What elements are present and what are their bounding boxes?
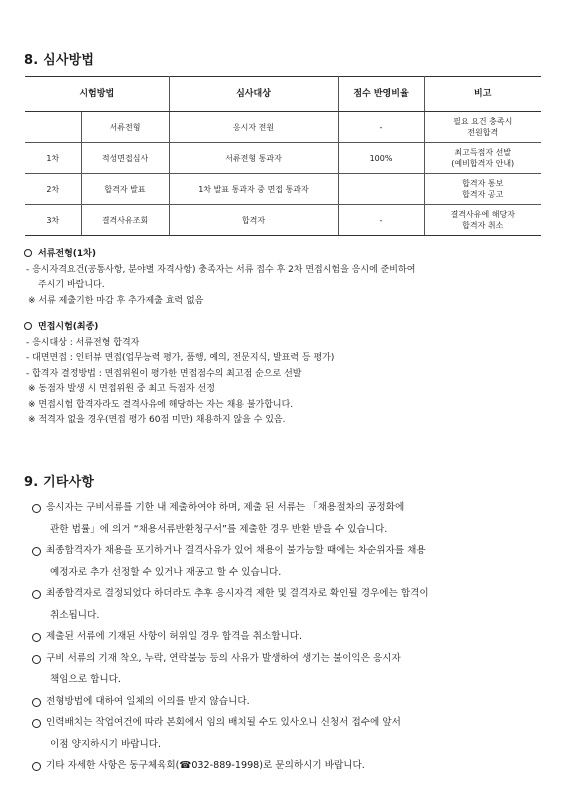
list-item: 최종합격자로 결정되었다 하더라도 추후 응시자격 제한 및 결격자로 확인될 경우에는 합격이 취소됩니다. [30,583,550,626]
other-matters-list [30,497,550,777]
circle-bullet-icon [32,504,41,513]
circle-bullet-icon [24,249,32,257]
text-line: - 대면면접 : 인터뷰 면접(업무능력 평가, 품행, 예의, 전문지식, 발표력 등 평가) [26,353,335,363]
text-line: - 응시대상 : 서류전형 합격자 [26,337,140,348]
cell-method: 적성면접심사 [81,143,169,174]
header-note: 비고 [424,77,541,112]
table-row [25,112,541,143]
list-item: 전형방법에 대하여 일체의 이의를 받지 않습니다. [30,691,550,713]
cell-ratio [338,174,424,205]
list-item: 제출된 서류에 기재된 사항이 허위일 경우 합격을 취소합니다. [30,626,550,648]
list-item: 최종합격자가 채용을 포기하거나 결격사유가 있어 채용이 불가능할 때에는 차순위자를 채용 예정자로 추가 선정할 수 있거나 재공고 할 수 있습니다. [30,540,550,583]
table-header-row [25,77,541,112]
list-item: 인력배치는 작업여건에 따라 본회에서 임의 배치될 수도 있사오니 신청서 접수에 앞서 이점 양지하시기 바랍니다. [30,712,550,755]
cell-ratio: 100% [338,143,424,174]
cell-method: 합격자 발표 [81,174,169,205]
document-screening-section [24,247,415,309]
cell-target: 1차 발표 통과자 중 면접 통과자 [169,174,338,205]
circle-bullet-icon [32,590,41,599]
list-item: 응시자는 구비서류를 기한 내 제출하여야 하며, 제출 된 서류는 「채용절차의 공정화에 관한 법률」에 의거 “채용서류반환청구서”를 제출한 경우 반환 받을 수 있습니다. [30,497,550,540]
header-exam-method: 시험방법 [25,77,169,112]
cell-stage: 2차 [25,174,81,205]
interview-heading: 면접시험(최종) [38,322,99,332]
section-8-title: 8. 심사방법 [24,53,95,68]
circle-bullet-icon [32,762,41,771]
cell-stage: 3차 [25,205,81,236]
cell-stage: 1차 [25,143,81,174]
cell-target: 서류전형 통과자 [169,143,338,174]
table-row [25,205,541,236]
note-line: ※ 동점자 발생 시 면접위원 중 최고 득점자 선정 [28,384,215,394]
circle-bullet-icon [32,698,41,707]
cell-target: 합격자 [169,205,338,236]
circle-bullet-icon [32,547,41,556]
note-line: ※ 서류 제출기한 마감 후 추가제출 효력 없음 [28,295,204,306]
text-line: - 합격자 결정방법 : 면접위원이 평가한 면접점수의 최고점 순으로 선발 [26,368,302,379]
cell-stage [25,112,81,143]
cell-note: 결격사유에 해당자 합격자 취소 [424,205,541,236]
cell-note: 최고득점자 선발 (예비합격자 안내) [424,143,541,174]
header-score-ratio: 점수 반영비율 [338,77,424,112]
section-9-title: 9. 기타사항 [24,475,95,490]
circle-bullet-icon [32,633,41,642]
cell-ratio: - [338,205,424,236]
note-line: ※ 면접시험 합격자라도 결격사유에 해당하는 자는 채용 불가합니다. [28,399,294,410]
cell-ratio: - [338,112,424,143]
document-screening-heading: 서류전형(1차) [38,249,96,259]
header-target: 심사대상 [169,77,338,112]
circle-bullet-icon [32,719,41,728]
cell-note: 필요 요건 충족시 전원합격 [424,112,541,143]
list-item: 기타 자세한 사항은 동구체육회(☎032-889-1998)로 문의하시기 바랍니다. [30,755,550,777]
text-line: - 응시자격요건(공통사항, 분야별 자격사항) 충족자는 서류 접수 후 2차 면접시험을 응시에 준비하여 [26,264,416,275]
cell-method: 서류전형 [81,112,169,143]
circle-bullet-icon [32,655,41,664]
interview-section [24,320,334,429]
cell-target: 응시자 전원 [169,112,338,143]
list-item: 구비 서류의 기재 착오, 누락, 연락불능 등의 사유가 발생하여 생기는 불이익은 응시자 책임으로 합니다. [30,648,550,691]
circle-bullet-icon [24,322,32,330]
screening-method-table [25,76,541,236]
cell-method: 결격사유조회 [81,205,169,236]
table-row [25,174,541,205]
table-row [25,143,541,174]
cell-note: 합격자 통보 합격자 공고 [424,174,541,205]
text-line: 주시기 바랍니다. [38,280,105,290]
note-line: ※ 적격자 없을 경우(면접 평가 60점 미만) 채용하지 않을 수 있음. [28,415,286,425]
